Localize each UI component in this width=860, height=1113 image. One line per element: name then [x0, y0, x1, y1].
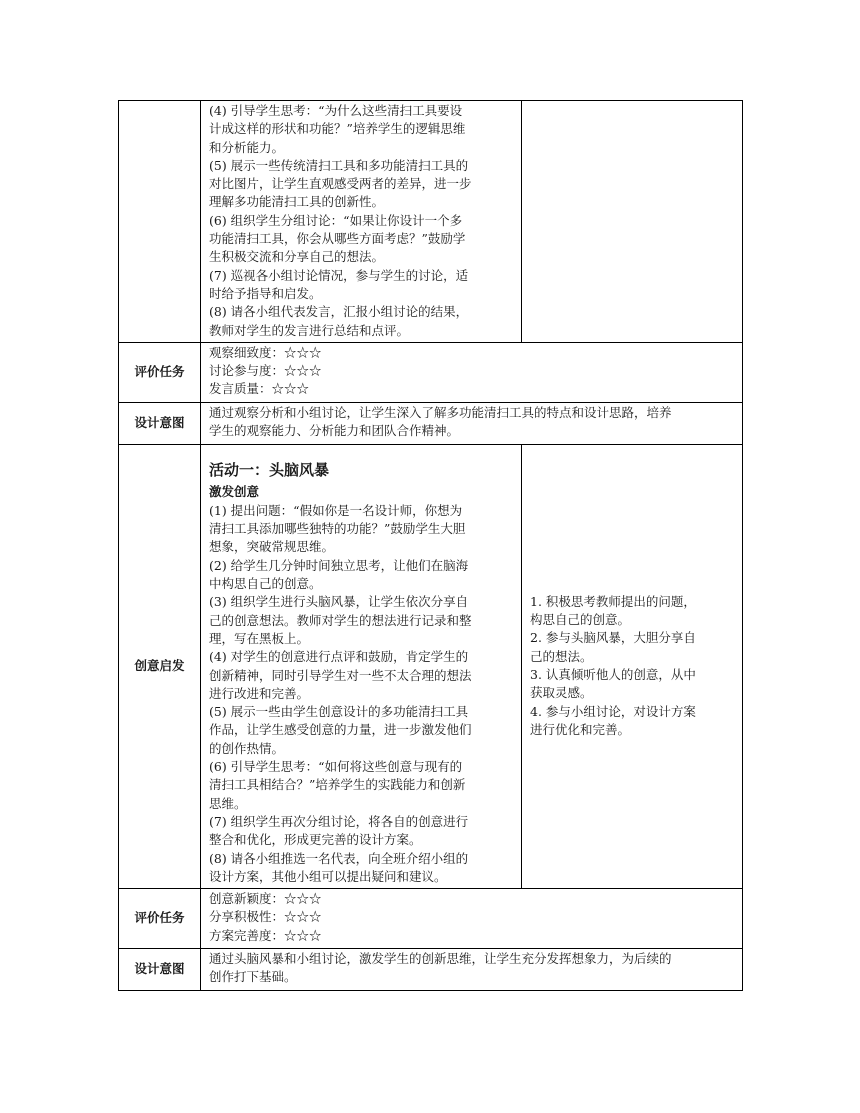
text-line: 2. 参与头脑风暴，大胆分享自: [530, 630, 696, 646]
evaluation-label: 评价任务: [119, 342, 201, 402]
text-line: (5) 展示一些由学生创意设计的多功能清扫工具: [209, 704, 469, 720]
text-line: 理，写在黑板上。: [209, 630, 310, 646]
text-line: 的创作热情。: [209, 740, 285, 756]
text-line: 学生的观察能力、分析能力和团队合作精神。: [209, 423, 460, 439]
stage-cell-empty: [119, 101, 201, 343]
text-line: (6) 引导学生思考：“如何将这些创意与现有的: [209, 759, 463, 775]
student-activity-cell: [522, 444, 743, 888]
activity-subtitle: 激发创意: [209, 483, 260, 499]
lesson-plan-page: [118, 100, 742, 991]
evaluation-row: [119, 342, 743, 402]
evaluation-label: 评价任务: [119, 889, 201, 949]
design-intent-cell: [201, 402, 743, 444]
text-line: 生积极交流和分享自己的想法。: [209, 249, 385, 265]
text-line: (1) 提出问题：“假如你是一名设计师，你想为: [209, 502, 463, 518]
text-line: 思维。: [209, 795, 247, 811]
text-line: (2) 给学生几分钟时间独立思考，让他们在脑海: [209, 557, 469, 573]
design-intent-row: [119, 949, 743, 991]
text-line: 时给予指导和启发。: [209, 285, 322, 301]
evaluation-item: 观察细致度：☆☆☆: [209, 344, 322, 360]
teacher-activity-cell: [201, 444, 522, 888]
text-line: (3) 组织学生进行头脑风暴，让学生依次分享自: [209, 594, 469, 610]
text-line: (6) 组织学生分组讨论：“如果让你设计一个多: [209, 212, 463, 228]
text-line: 中构思自己的创意。: [209, 576, 322, 592]
lesson-plan-table: [118, 100, 743, 991]
design-intent-cell: [201, 949, 743, 991]
evaluation-cell: [201, 342, 743, 402]
text-line: 获取灵感。: [530, 685, 593, 701]
text-line: (8) 请各小组推选一名代表，向全班介绍小组的: [209, 850, 469, 866]
evaluation-item: 创意新颖度：☆☆☆: [209, 891, 322, 907]
student-activity-cell-empty: [522, 101, 743, 343]
text-line: 理解多功能清扫工具的创新性。: [209, 194, 385, 210]
design-intent-row: [119, 402, 743, 444]
text-line: 作品，让学生感受创意的力量，进一步激发他们: [209, 722, 472, 738]
teacher-activity-cell: [201, 101, 522, 343]
text-line: 整合和优化，形成更完善的设计方案。: [209, 832, 422, 848]
text-line: (7) 组织学生再次分组讨论，将各自的创意进行: [209, 813, 469, 829]
evaluation-item: 分享积极性：☆☆☆: [209, 909, 322, 925]
text-line: 进行优化和完善。: [530, 721, 631, 737]
text-line: 功能清扫工具，你会从哪些方面考虑？”鼓励学: [209, 231, 466, 247]
evaluation-cell: [201, 889, 743, 949]
text-line: 己的想法。: [530, 648, 593, 664]
text-line: 和分析能力。: [209, 139, 285, 155]
design-intent-label: 设计意图: [119, 949, 201, 991]
evaluation-item: 讨论参与度：☆☆☆: [209, 363, 322, 379]
text-line: 创作打下基础。: [209, 969, 297, 985]
text-line: 通过观察分析和小组讨论，让学生深入了解多功能清扫工具的特点和设计思路，培养: [209, 404, 672, 420]
text-line: 创新精神，同时引导学生对一些不太合理的想法: [209, 667, 472, 683]
teacher-activity-row: [119, 101, 743, 343]
creative-inspiration-row: [119, 444, 743, 888]
text-line: 1. 积极思考教师提出的问题，: [530, 593, 696, 609]
text-line: 构思自己的创意。: [530, 612, 631, 628]
evaluation-item: 发言质量：☆☆☆: [209, 381, 310, 397]
text-line: 清扫工具相结合？”培养学生的实践能力和创新: [209, 777, 466, 793]
text-line: 3. 认真倾听他人的创意，从中: [530, 666, 696, 682]
text-line: 通过头脑风暴和小组讨论，激发学生的创新思维，让学生充分发挥想象力，为后续的: [209, 951, 672, 967]
text-line: (4) 对学生的创意进行点评和鼓励，肯定学生的: [209, 649, 469, 665]
text-line: (8) 请各小组代表发言，汇报小组讨论的结果，: [209, 304, 469, 320]
stage-label: 创意启发: [119, 444, 201, 888]
text-line: 进行改进和完善。: [209, 685, 310, 701]
text-line: 己的创意想法。教师对学生的想法进行记录和整: [209, 612, 472, 628]
evaluation-item: 方案完善度：☆☆☆: [209, 927, 322, 943]
text-line: 4. 参与小组讨论，对设计方案: [530, 703, 696, 719]
text-line: 教师对学生的发言进行总结和点评。: [209, 322, 410, 338]
text-line: 想象，突破常规思维。: [209, 539, 335, 555]
activity-title: 活动一：头脑风暴: [209, 460, 330, 479]
text-line: (7) 巡视各小组讨论情况，参与学生的讨论，适: [209, 267, 469, 283]
text-line: 计成这样的形状和功能？”培养学生的逻辑思维: [209, 121, 466, 137]
text-line: 设计方案，其他小组可以提出疑问和建议。: [209, 868, 447, 884]
design-intent-label: 设计意图: [119, 402, 201, 444]
text-line: (5) 展示一些传统清扫工具和多功能清扫工具的: [209, 157, 469, 173]
text-line: 对比图片，让学生直观感受两者的差异，进一步: [209, 176, 472, 192]
text-line: (4) 引导学生思考：“为什么这些清扫工具要设: [209, 103, 463, 118]
text-line: 清扫工具添加哪些独特的功能？”鼓励学生大胆: [209, 521, 466, 537]
evaluation-row: [119, 889, 743, 949]
